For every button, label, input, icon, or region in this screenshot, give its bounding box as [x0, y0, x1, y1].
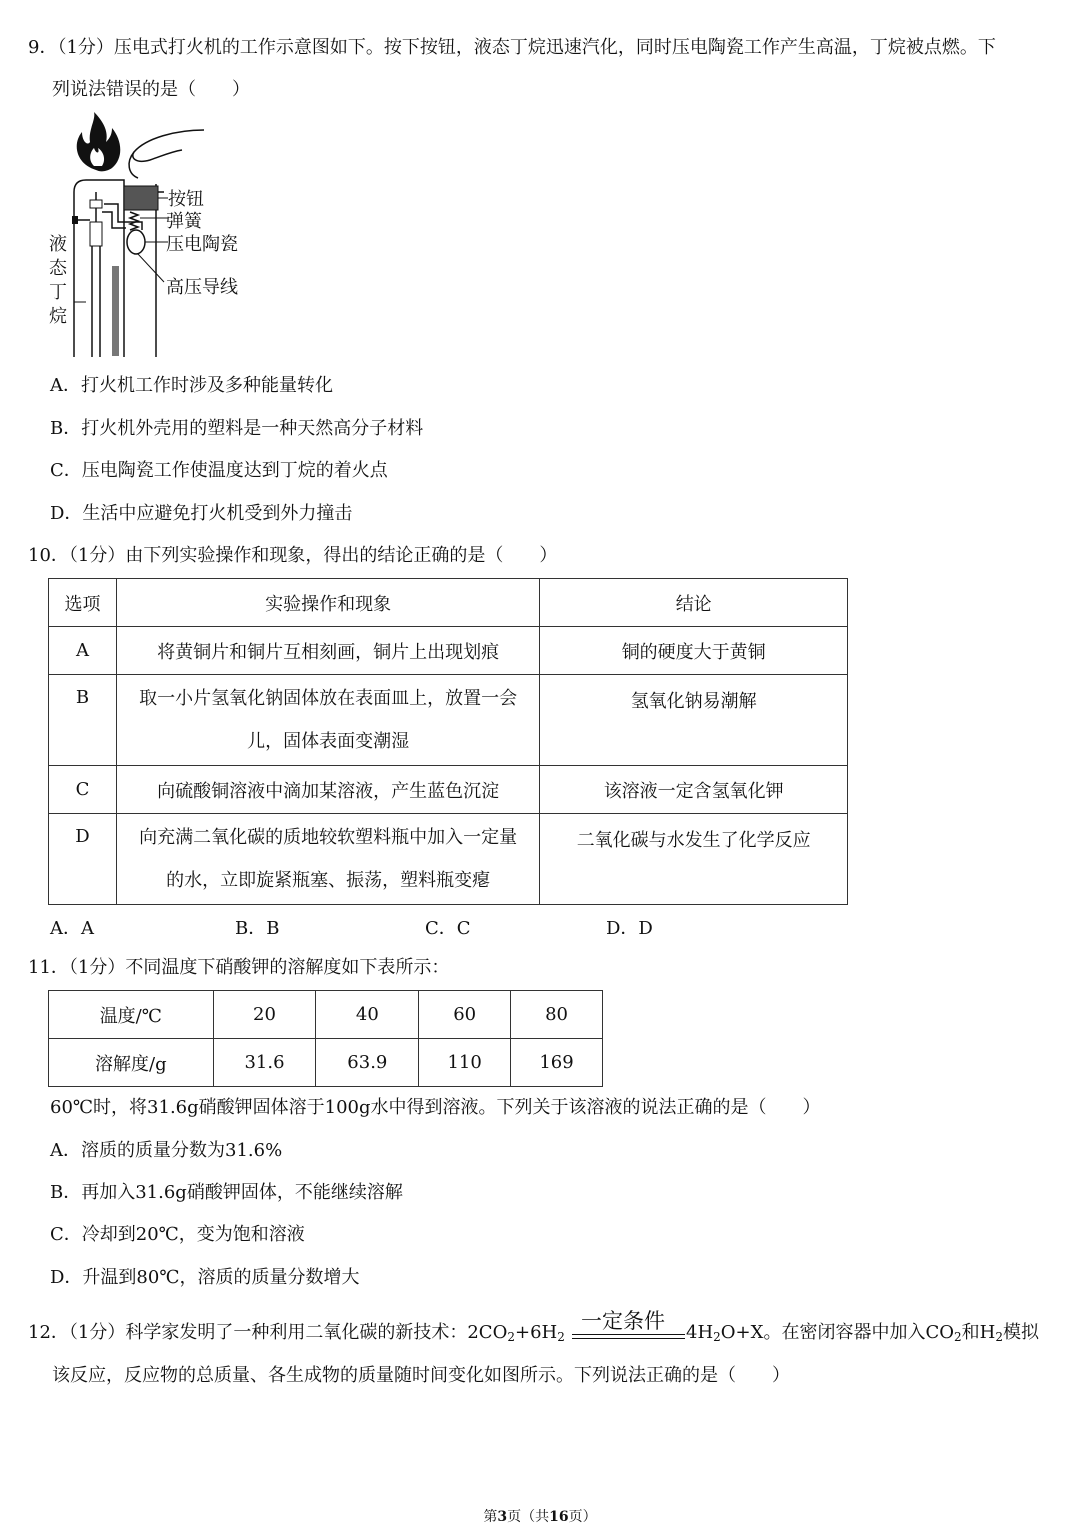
- footer-text: 第: [483, 1509, 498, 1525]
- table-row: [49, 1039, 603, 1087]
- total-pages: 16: [549, 1509, 569, 1525]
- table-row: [49, 991, 603, 1039]
- eq-text: 4H: [686, 1322, 714, 1343]
- q10-stem: 10．（1分）由下列实验操作和现象，得出的结论正确的是（ ）: [28, 545, 558, 566]
- q10-table: [48, 578, 848, 905]
- header-operation: 实验操作和现象: [116, 579, 539, 627]
- operation-line: 向充满二氧化碳的质地较软塑料瓶中加入一定量: [139, 827, 518, 848]
- label-butane-1: 液: [49, 234, 67, 255]
- reaction-condition: 一定条件: [581, 1309, 665, 1333]
- row-option: D: [49, 814, 117, 905]
- cell: 80: [511, 991, 603, 1039]
- cell: 温度/℃: [49, 991, 214, 1039]
- row-option: A: [49, 627, 117, 675]
- row-conclusion: 铜的硬度大于黄铜: [540, 627, 848, 675]
- q10-option-a: A．A: [50, 918, 94, 939]
- page-footer: [0, 1506, 1080, 1526]
- q11-option-b: B．再加入31.6g硝酸钾固体，不能继续溶解: [50, 1182, 403, 1203]
- label-butane-2: 态: [49, 258, 67, 279]
- lighter-diagram: [46, 112, 256, 362]
- equals-line-top: [572, 1334, 685, 1335]
- cell: 60: [419, 991, 511, 1039]
- row-operation: [116, 675, 539, 766]
- row-conclusion: 该溶液一定含氢氧化钾: [540, 766, 848, 814]
- q10-option-c: C．C: [425, 918, 471, 939]
- page-number: 3: [497, 1509, 508, 1525]
- q10-option-b: B．B: [235, 918, 280, 939]
- header-conclusion: 结论: [540, 579, 848, 627]
- label-ceramic: 压电陶瓷: [166, 234, 238, 255]
- q12-stem-left: [28, 1321, 565, 1349]
- header-option: 选项: [49, 579, 117, 627]
- q9-option-d: D．生活中应避免打火机受到外力撞击: [50, 503, 353, 524]
- subscript: 2: [953, 1330, 962, 1344]
- q9-stem-cont: 列说法错误的是（ ）: [52, 79, 250, 100]
- row-operation: 将黄铜片和铜片互相刻画，铜片上出现划痕: [116, 627, 539, 675]
- operation-line: 的水，立即旋紧瓶塞、振荡，塑料瓶变瘪: [166, 870, 491, 891]
- cell: 溶解度/g: [49, 1039, 214, 1087]
- row-option: B: [49, 675, 117, 766]
- cell: 31.6: [213, 1039, 316, 1087]
- q11-option-c: C．冷却到20℃，变为饱和溶液: [50, 1224, 305, 1245]
- table-row: [49, 814, 848, 905]
- operation-line: 取一小片氢氧化钠固体放在表面皿上，放置一会: [139, 688, 518, 709]
- row-operation: [116, 814, 539, 905]
- q11-stem: 11．（1分）不同温度下硝酸钾的溶解度如下表所示：: [28, 957, 450, 978]
- q11-option-d: D．升温到80℃，溶质的质量分数增大: [50, 1267, 360, 1288]
- row-conclusion: 二氧化碳与水发生了化学反应: [540, 814, 848, 905]
- solubility-table: [48, 990, 603, 1087]
- cell: 20: [213, 991, 316, 1039]
- table-row: [49, 766, 848, 814]
- footer-text: 页（共: [507, 1509, 550, 1525]
- cell: 169: [511, 1039, 603, 1087]
- label-butane-4: 烷: [49, 306, 67, 327]
- eq-text: O+X。在密闭容器中加入CO: [720, 1322, 954, 1343]
- q11-option-a: A．溶质的质量分数为31.6%: [50, 1140, 283, 1161]
- q11-stem-cont: 60℃时，将31.6g硝酸钾固体溶于100g水中得到溶液。下列关于该溶液的说法正确的是（ ）: [50, 1097, 821, 1118]
- footer-text: 页）: [568, 1509, 597, 1525]
- table-row: [49, 627, 848, 675]
- table-header-row: [49, 579, 848, 627]
- q12-stem-cont: 该反应，反应物的总质量、各生成物的质量随时间变化如图所示。下列说法正确的是（ ）: [52, 1365, 790, 1386]
- q12-stem-right: [686, 1321, 1039, 1349]
- row-option: C: [49, 766, 117, 814]
- cell: 110: [419, 1039, 511, 1087]
- subscript: 2: [995, 1330, 1003, 1344]
- operation-line: 儿，固体表面变潮湿: [247, 731, 410, 752]
- label-spring: 弹簧: [166, 211, 202, 232]
- subscript: 2: [713, 1330, 721, 1344]
- cell: 63.9: [316, 1039, 419, 1087]
- q9-stem: 9．（1分）压电式打火机的工作示意图如下。按下按钮，液态丁烷迅速汽化，同时压电陶瓷工作产生高温，丁烷被点燃。下: [28, 37, 996, 58]
- button-part: [124, 186, 158, 210]
- equals-line-bottom: [572, 1338, 685, 1339]
- label-wire: 高压导线: [166, 277, 238, 298]
- row-operation: 向硫酸铜溶液中滴加某溶液，产生蓝色沉淀: [116, 766, 539, 814]
- label-butane-3: 丁: [49, 282, 67, 303]
- eq-text: +6H: [514, 1322, 558, 1343]
- subscript: 2: [557, 1330, 565, 1344]
- subscript: 2: [507, 1330, 515, 1344]
- q9-option-a: A．打火机工作时涉及多种能量转化: [50, 375, 333, 396]
- q10-option-d: D．D: [606, 918, 653, 939]
- eq-text: 12．（1分）科学家发明了一种利用二氧化碳的新技术：2CO: [28, 1322, 508, 1343]
- spring-part: [130, 212, 138, 230]
- row-conclusion: 氢氧化钠易潮解: [540, 675, 848, 766]
- cell: 40: [316, 991, 419, 1039]
- q9-option-b: B．打火机外壳用的塑料是一种天然高分子材料: [50, 418, 424, 439]
- label-button: 按钮: [168, 189, 204, 210]
- ceramic-part: [127, 230, 145, 254]
- eq-text: 和H: [961, 1322, 996, 1343]
- table-row: [49, 675, 848, 766]
- eq-text: 模拟: [1002, 1322, 1039, 1343]
- q9-option-c: C．压电陶瓷工作使温度达到丁烷的着火点: [50, 460, 388, 481]
